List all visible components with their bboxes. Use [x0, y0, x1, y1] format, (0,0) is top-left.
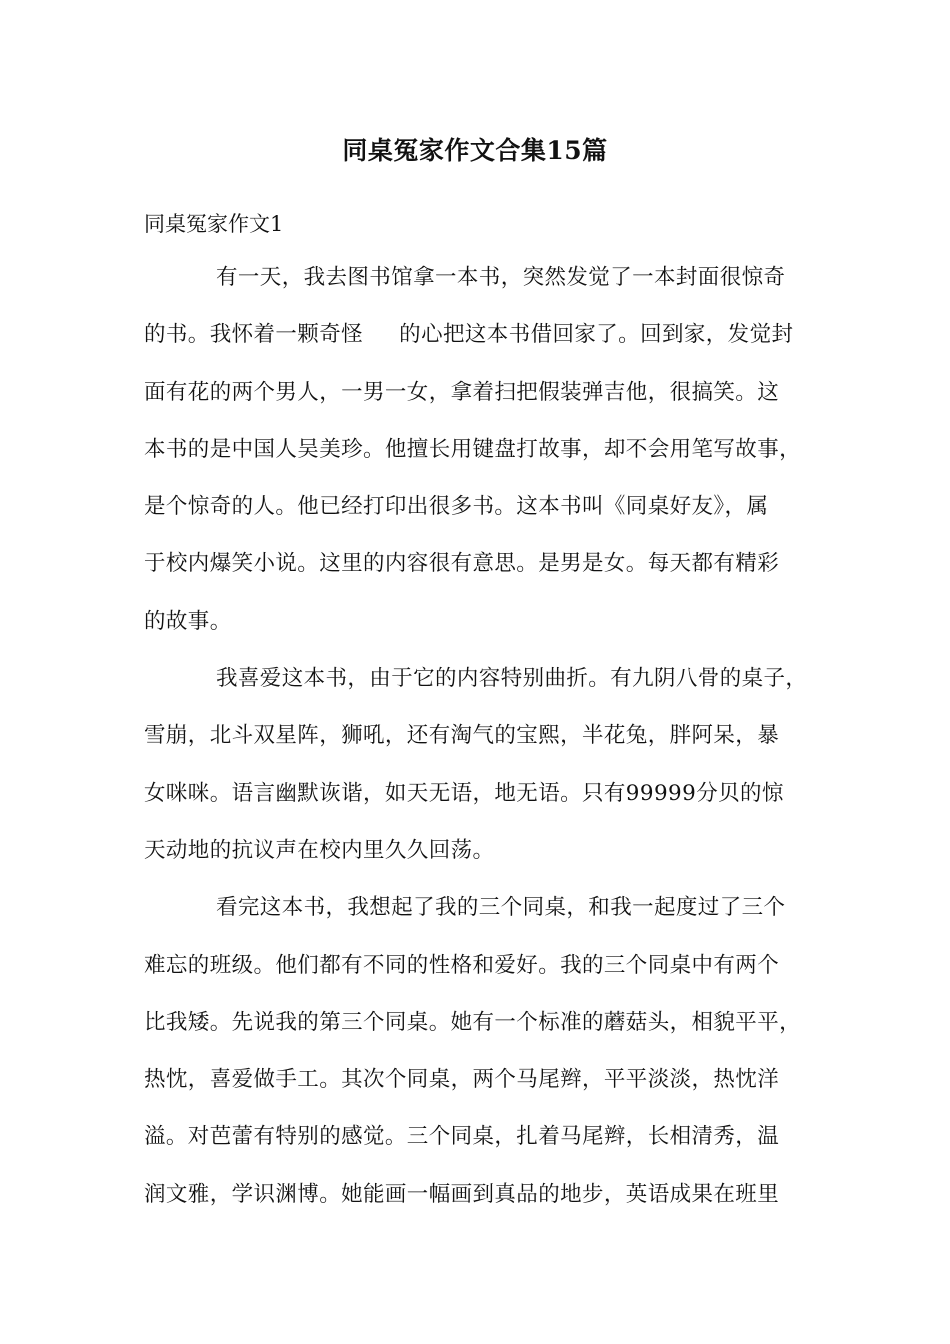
document-title: 同桌冤家作文合集15篇 [342, 136, 608, 165]
text-line: 面有花的两个男人，一男一女，拿着扫把假装弹吉他，很搞笑。这 [144, 379, 780, 405]
text-line: 本书的是中国人吴美珍。他擅长用键盘打故事，却不会用笔写故事， [144, 436, 802, 462]
text-line: 比我矮。先说我的第三个同桌。她有一个标准的蘑菇头，相貌平平， [144, 1009, 802, 1035]
text-line: 雪崩，北斗双星阵，狮吼，还有淘气的宝熙，半花兔，胖阿呆，暴 [144, 723, 780, 749]
text-line: 润文雅，学识渊博。她能画一幅画到真品的地步，英语成果在班里 [144, 1181, 780, 1207]
text-line: 有一天，我去图书馆拿一本书，突然发觉了一本封面很惊奇 [216, 265, 786, 290]
section-heading: 同桌冤家作文1 [144, 212, 284, 236]
text-line: 热忱，喜爱做手工。其次个同桌，两个马尾辫，平平淡淡，热忱洋 [144, 1067, 780, 1093]
text-line: 的故事。 [144, 608, 232, 634]
text-line: 是个惊奇的人。他已经打印出很多书。这本书叫《同桌好友》，属 [144, 494, 769, 520]
text-line: 难忘的班级。他们都有不同的性格和爱好。我的三个同桌中有两个 [144, 952, 780, 978]
text-line: 的书。我怀着一颗奇怪 的心把这本书借回家了。回到家，发觉封 [144, 322, 794, 348]
essay-body [144, 258, 824, 1232]
text-line: 天动地的抗议声在校内里久久回荡。 [144, 837, 495, 863]
text-line: 女咪咪。语言幽默诙谐，如天无语，地无语。只有99999分贝的惊 [144, 780, 784, 806]
text-line: 我喜爱这本书，由于它的内容特别曲折。有九阴八骨的桌子， [216, 666, 808, 692]
text-line: 溢。对芭蕾有特别的感觉。三个同桌，扎着马尾辫，长相清秀，温 [144, 1124, 780, 1150]
text-line: 于校内爆笑小说。这里的内容很有意思。是男是女。每天都有精彩 [144, 551, 780, 577]
text-line: 看完这本书，我想起了我的三个同桌，和我一起度过了三个 [216, 895, 786, 921]
